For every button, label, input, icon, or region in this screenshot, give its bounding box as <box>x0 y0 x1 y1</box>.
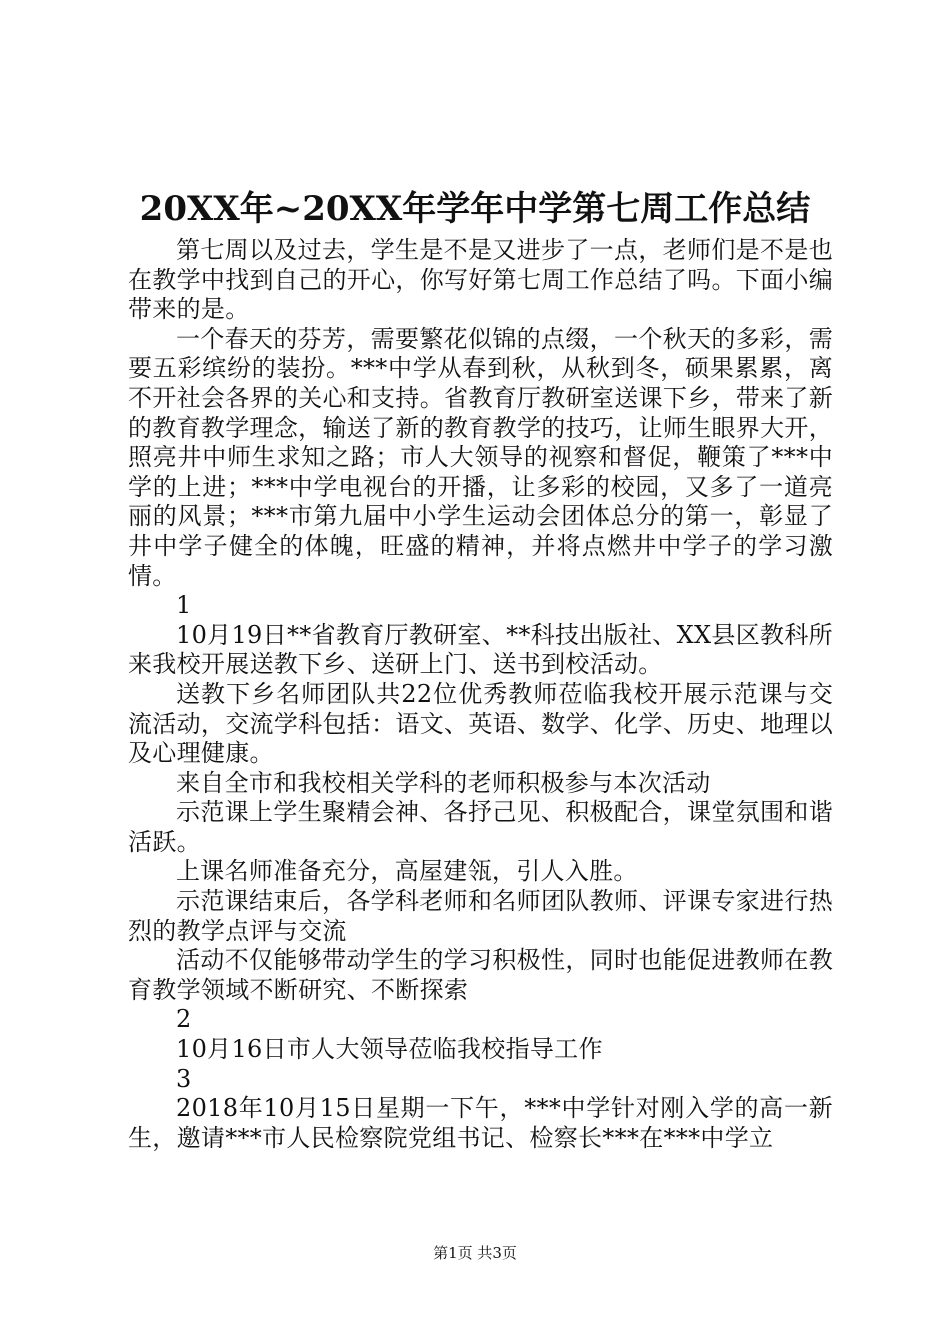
section-number: 3 <box>176 1064 192 1093</box>
document-title: 20XX年~20XX年学年中学第七周工作总结 <box>139 189 811 229</box>
paragraph: 10月19日**省教育厅教研室、**科技出版社、XX县区教科所来我校开展送教下乡、送研上门、送书到校活动。 <box>128 620 833 679</box>
paragraph: 上课名师准备充分，高屋建瓴，引人入胜。 <box>176 857 638 886</box>
paragraph: 一个春天的芬芳，需要繁花似锦的点缀，一个秋天的多彩，需要五彩缤纷的装扮。***中学从春到秋，从秋到冬，硕果累累，离不开社会各界的关心和支持。省教育厅教研室送课下乡，带来了新的教育教学理念，输送了新的教育教学的技巧，让师生眼界大开，照亮井中师生求知之路；市人大领导的视察和督促，鞭策了***中学的上进；***中学电视台的开播，让多彩的校园，又多了一道亮丽的风景；***市第九届中小学生运动会团体总分的第一，彰显了井中学子健全的体魄，旺盛的精神，并将点燃井中学子的学习激情。 <box>128 324 833 590</box>
document-body <box>128 236 833 1153</box>
paragraph: 示范课上学生聚精会神、各抒己见、积极配合，课堂氛围和谐活跃。 <box>128 798 833 856</box>
section-number: 2 <box>176 1005 192 1034</box>
paragraph: 来自全市和我校相关学科的老师积极参与本次活动 <box>176 768 711 797</box>
section-number: 1 <box>176 591 192 620</box>
paragraph: 10月16日市人大领导莅临我校指导工作 <box>176 1035 603 1064</box>
paragraph: 示范课结束后，各学科老师和名师团队教师、评课专家进行热烈的教学点评与交流 <box>128 887 833 945</box>
paragraph: 活动不仅能够带动学生的学习积极性，同时也能促进教师在教育教学领域不断研究、不断探索 <box>128 946 833 1004</box>
paragraph: 送教下乡名师团队共22位优秀教师莅临我校开展示范课与交流活动，交流学科包括：语文、英语、数学、化学、历史、地理以及心理健康。 <box>128 679 833 768</box>
paragraph: 2018年10月15日星期一下午，***中学针对刚入学的高一新生，邀请***市人民检察院党组书记、检察长***在***中学立 <box>128 1094 833 1152</box>
page-footer: 第1页 共3页 <box>433 1244 517 1262</box>
paragraph: 第七周以及过去，学生是不是又进步了一点，老师们是不是也在教学中找到自己的开心，你写好第七周工作总结了吗。下面小编带来的是。 <box>128 236 833 324</box>
